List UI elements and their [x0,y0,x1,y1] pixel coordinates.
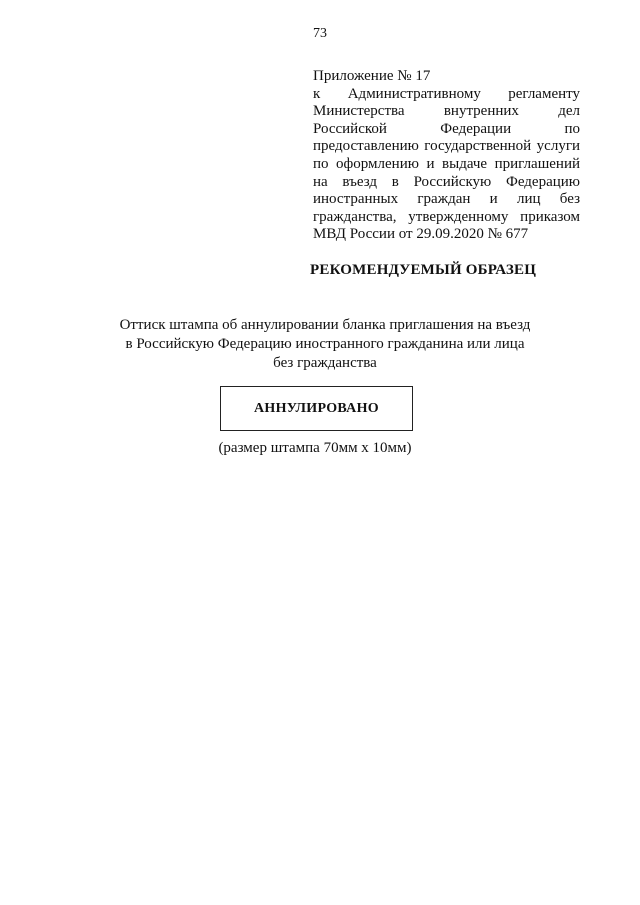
sample-title: РЕКОМЕНДУЕМЫЙ ОБРАЗЕЦ [310,262,537,278]
page-number: 73 [313,26,327,41]
stamp-box [220,386,413,431]
caption-line-3: без гражданства [273,355,377,371]
stamp-text: АННУЛИРОВАНО [254,400,379,416]
appendix-number: Приложение № 17 [313,68,431,84]
caption-line-2: в Российскую Федерацию иностранного гражданина или лица [125,336,525,352]
appendix-reference: к Административному регламенту Министерства внутренних дел Российской Федерации по предоставлению государственной услуги по оформлению и выдаче приглашений на въезд в Российскую Федерацию иностранных граждан и лиц без гражданства, утвержденному приказом МВД России от 29.09.2020 № 677 [313,85,580,243]
stamp-caption [90,316,560,373]
stamp-size-note: (размер штампа 70мм х 10мм) [218,440,412,456]
caption-line-1: Оттиск штампа об аннулировании бланка приглашения на въезд [119,317,531,333]
appendix-header [313,68,580,244]
